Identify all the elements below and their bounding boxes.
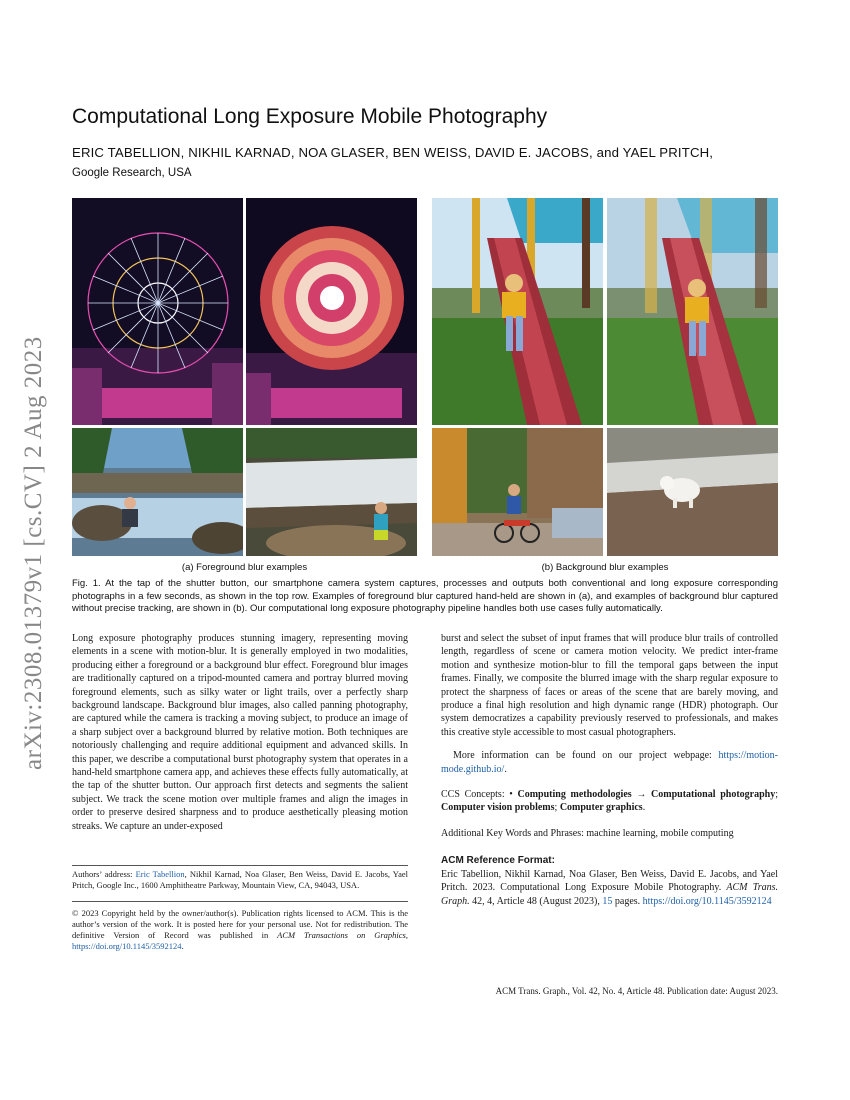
copyright-journal: ACM Transactions on Graphics	[277, 930, 406, 940]
acm-ref-part3: pages.	[612, 895, 643, 907]
paper-title: Computational Long Exposure Mobile Photography	[72, 105, 548, 128]
address-rest: , Nikhil Karnad, Noa Glaser, Ben Weiss, David E. Jacobs, Yael Pritch, Google Inc., 1600 Amphitheatre Parkway, Mountain View, CA, 94043, USA.	[72, 869, 408, 890]
acm-ref-part1: Eric Tabellion, Nikhil Karnad, Noa Glaser, Ben Weiss, David E. Jacobs, and Yael Pritch. 2023. Computational Long Exposure Mobile Photography.	[441, 868, 778, 894]
slide-sharp-photo	[432, 198, 603, 425]
acm-ref-part2: 42, 4, Article 48 (August 2023),	[469, 895, 603, 907]
ccs-separator: ;	[554, 802, 560, 814]
dog-beach-panning-photo	[607, 428, 778, 556]
acm-reference-heading: ACM Reference Format:	[441, 855, 555, 867]
footnote-rule	[72, 865, 408, 866]
ferris-wheel-sharp-photo	[72, 198, 243, 425]
acm-ref-doi-link[interactable]: https://doi.org/10.1145/3592124	[642, 895, 772, 907]
abstract-left-column	[72, 632, 408, 833]
project-webpage-link[interactable]: https://motion-mode.github.io/	[441, 750, 778, 775]
subcaption-a: (a) Foreground blur examples	[181, 562, 308, 573]
author-email-link[interactable]: Eric Tabellion	[135, 869, 185, 879]
acm-ref-pages-link[interactable]: 15	[602, 895, 613, 907]
ccs-concepts	[441, 788, 778, 815]
copyright-sep: ,	[405, 930, 408, 940]
ccs-item-computational-photography: Computing methodologies → Computational photography	[517, 789, 776, 801]
affiliation: Google Research, USA	[72, 167, 192, 179]
ccs-item-computer-vision: Computer vision problems	[441, 802, 555, 814]
ccs-label: CCS Concepts: •	[441, 789, 518, 801]
waterfall-silky-water-photo	[246, 428, 417, 556]
copyright-doi-link[interactable]: https://doi.org/10.1145/3592124	[72, 941, 182, 951]
subcaption-b: (b) Background blur examples	[541, 562, 669, 573]
acm-reference-text	[441, 868, 778, 908]
copyright-end: .	[181, 941, 184, 951]
page-footer: ACM Trans. Graph., Vol. 42, No. 4, Article 48. Publication date: August 2023.	[495, 986, 778, 996]
ccs-separator: ;	[775, 789, 778, 801]
copyright-notice	[72, 908, 408, 952]
river-silky-water-photo	[72, 428, 243, 556]
acm-ref-journal: ACM Trans. Graph.	[441, 882, 778, 907]
ccs-item-computer-graphics: Computer graphics	[559, 802, 643, 814]
copyright-rule	[72, 901, 408, 902]
cyclist-panning-photo	[432, 428, 603, 556]
more-info-paragraph	[441, 749, 778, 776]
authors-address	[72, 869, 408, 891]
figure-caption: Fig. 1. At the tap of the shutter button, our smartphone camera system captures, processes and outputs both conventional and long exposure corresponding photographs in a few seconds, as shown in the top row. Examples of foreground blur captured hand-held are shown in (a), and examples of background blur captured without precise tracking, are shown in (b). Our computational long exposure photography pipeline handles both use cases fully automatically.	[72, 578, 778, 614]
ccs-end: .	[642, 802, 646, 814]
ferris-wheel-long-exposure-photo	[246, 198, 417, 425]
arxiv-identifier: arXiv:2308.01379v1 [cs.CV] 2 Aug 2023	[20, 336, 47, 770]
author-list: ERIC TABELLION, NIKHIL KARNAD, NOA GLASER, BEN WEISS, DAVID E. JACOBS, and YAEL PRITCH,	[72, 145, 714, 160]
more-info-text: More information can be found on our project webpage:	[453, 750, 719, 762]
abstract-right-column	[441, 632, 778, 908]
copyright-text: © 2023 Copyright held by the owner/author(s). Publication rights licensed to ACM. This is the author’s version of the work. It is posted here for your personal use. Not for redistribution. The definitive Version of Record was published in	[72, 908, 408, 940]
more-info-suffix: .	[504, 763, 507, 775]
address-prefix: Authors’ address:	[72, 869, 136, 879]
slide-panning-blur-photo	[607, 198, 778, 425]
keywords: Additional Key Words and Phrases: machine learning, mobile computing	[441, 827, 734, 839]
abstract-text-left: Long exposure photography produces stunning imagery, representing moving elements in a scene with motion-blur. It is generally employed in two modalities, producing either a foreground or a background blur effect. Foreground blur images are traditionally captured on a tripod-mounted camera and portray blurred moving foreground elements, such as silky water or light trails, over a perfectly sharp background landscape. Background blur images, also called panning photography, are captured while the camera is tracking a moving subject, to produce an image of a sharp subject over a background blurred by relative motion. Both techniques are notoriously challenging and require additional equipment and advanced skills. In this paper, we describe a computational burst photography system that operates in a hand-held smartphone camera app, and achieves these effects fully automatically, at the tap of the shutter button. Our approach first detects and segments the salient subject. We track the scene motion over multiple frames and align the images in order to preserve desired sharpness and to produce aesthetically pleasing motion streaks. We capture an under-exposed	[72, 633, 408, 832]
abstract-text-right: burst and select the subset of input frames that will produce blur trails of controlled length, regardless of scene or camera motion velocity. We predict inter-frame motion and synthesize motion-blur to fill the temporal gaps between the input frames. Finally, we composite the blurred image with the sharp regular exposure to protect the sharpness of faces or areas of the scene that are barely moving, and produce a final high resolution and high dynamic range (HDR) photograph. Our system democratizes a capability previously reserved to professionals, and makes this creative style accessible to most casual photographers.	[441, 633, 778, 738]
